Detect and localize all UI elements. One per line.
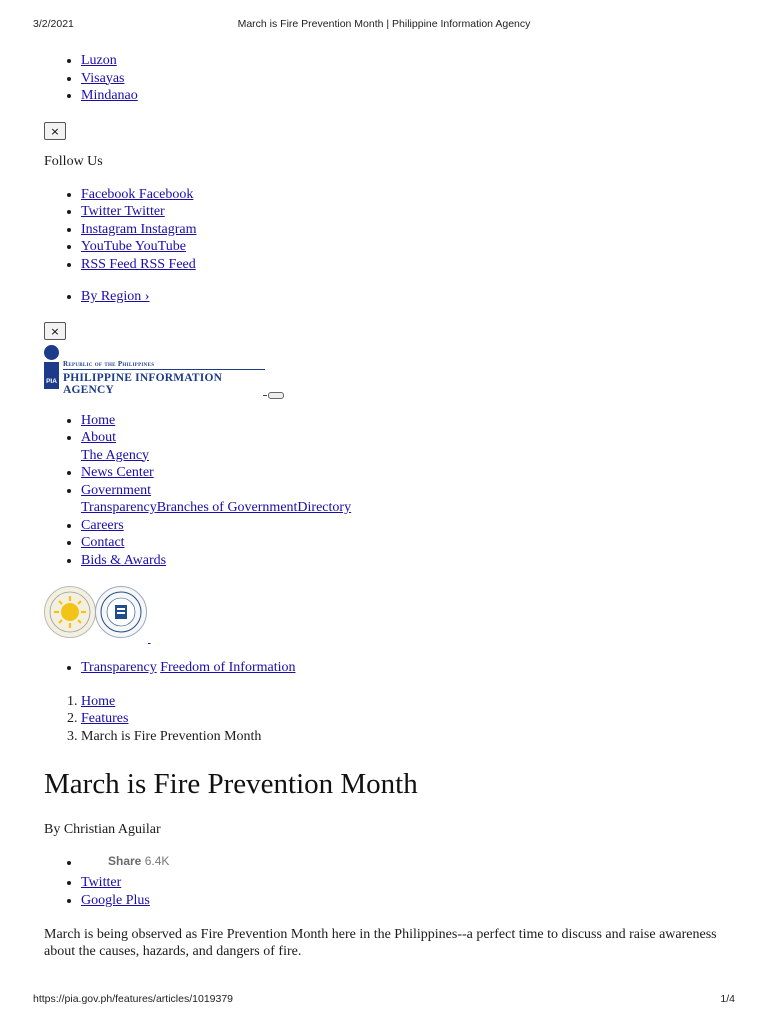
list-item — [81, 238, 734, 256]
rss-link[interactable]: RSS Feed RSS Feed — [81, 256, 196, 272]
region-list — [44, 52, 734, 105]
article-title: March is Fire Prevention Month — [44, 768, 418, 800]
list-item — [81, 186, 734, 204]
article-byline: By Christian Aguilar — [44, 822, 161, 837]
list-item — [81, 874, 734, 892]
region-link-visayas[interactable]: Visayas — [81, 70, 125, 86]
share-label: Share — [108, 854, 142, 868]
transparency-link[interactable]: Transparency — [81, 660, 157, 675]
print-page-number: 1/4 — [720, 993, 735, 1005]
list-item — [81, 256, 734, 274]
breadcrumb — [44, 693, 734, 746]
foi-link[interactable]: Freedom of Information — [160, 660, 296, 675]
nav-branches[interactable]: Branches of Government — [156, 500, 298, 515]
dash-glyph — [263, 395, 267, 396]
breadcrumb-item — [81, 710, 734, 728]
list-item — [81, 552, 734, 570]
logo-agency-name: PHILIPPINE INFORMATION AGENCY — [63, 371, 223, 396]
share-count: 6.4K — [144, 854, 170, 868]
facebook-link[interactable]: Facebook Facebook — [81, 186, 194, 202]
list-item — [81, 517, 734, 535]
seal-link-underscore[interactable] — [148, 634, 151, 645]
nav-news-center[interactable]: News Center — [81, 465, 154, 480]
region-link-mindanao[interactable]: Mindanao — [81, 88, 138, 103]
instagram-link[interactable]: Instagram Instagram — [81, 221, 197, 237]
region-link-luzon[interactable]: Luzon — [81, 53, 117, 68]
page-content — [44, 52, 734, 960]
list-item — [81, 52, 734, 70]
follow-us-label: Follow Us — [44, 153, 103, 169]
print-url: https://pia.gov.ph/features/articles/1019379 — [33, 993, 234, 1005]
youtube-link[interactable]: YouTube YouTube — [81, 239, 186, 254]
article-intro: March is being observed as Fire Prevention Month here in the Philippines--a perfect time to discuss and raise awareness about the causes, hazards, and dangers of fire. — [44, 927, 717, 959]
list-item — [81, 659, 734, 677]
main-nav — [44, 412, 734, 570]
list-item — [81, 87, 734, 105]
search-toggle-row — [44, 391, 734, 405]
print-title: March is Fire Prevention Month | Philippine Information Agency — [237, 18, 531, 30]
nav-the-agency[interactable]: The Agency — [81, 447, 150, 463]
close-menu-button[interactable]: × — [44, 322, 66, 340]
facebook-share-widget[interactable] — [108, 853, 169, 871]
nav-about[interactable]: About — [81, 430, 116, 445]
twitter-share-link[interactable]: Twitter — [81, 875, 122, 890]
foi-seal-graphic — [96, 587, 146, 637]
logo-republic-text: Republic of the Philippines — [63, 359, 155, 368]
transparency-seal-icon[interactable] — [44, 586, 96, 638]
by-region-list — [44, 288, 734, 306]
nav-careers[interactable]: Careers — [81, 517, 124, 533]
nav-contact[interactable]: Contact — [81, 535, 125, 550]
social-list — [44, 186, 734, 274]
list-item — [81, 854, 734, 874]
breadcrumb-item — [81, 728, 734, 746]
twitter-link[interactable]: Twitter Twitter — [81, 204, 165, 219]
by-region-link[interactable]: By Region › — [81, 289, 150, 304]
nav-government[interactable]: Government — [81, 482, 151, 498]
list-item — [81, 892, 734, 910]
breadcrumb-features[interactable]: Features — [81, 711, 129, 726]
list-item — [81, 203, 734, 221]
logo-dot — [44, 345, 59, 360]
print-date: 3/2/2021 — [33, 18, 74, 30]
google-plus-share-link[interactable]: Google Plus — [81, 892, 150, 908]
list-item — [81, 482, 734, 517]
print-footer — [33, 993, 735, 1007]
nav-home[interactable]: Home — [81, 412, 116, 428]
seals-row — [44, 586, 734, 646]
list-item — [81, 534, 734, 552]
close-region-button[interactable]: × — [44, 122, 66, 140]
nav-bids-awards[interactable]: Bids & Awards — [81, 552, 167, 568]
pia-logo[interactable] — [44, 345, 274, 396]
list-item — [81, 429, 734, 464]
list-item — [81, 288, 734, 306]
toggle-button[interactable] — [268, 392, 284, 399]
foi-seal-icon[interactable] — [95, 586, 147, 638]
print-header — [33, 18, 735, 32]
sun-seal-graphic — [45, 587, 95, 637]
breadcrumb-current: March is Fire Prevention Month — [81, 728, 262, 744]
logo-pia-text: PIA — [46, 377, 57, 385]
logo-rule — [63, 369, 265, 370]
list-item — [81, 221, 734, 239]
transparency-list — [44, 659, 734, 677]
share-list — [44, 854, 734, 909]
nav-directory[interactable]: Directory — [297, 500, 352, 515]
list-item — [81, 464, 734, 482]
nav-transparency[interactable]: Transparency — [81, 500, 157, 515]
list-item — [81, 70, 734, 88]
list-item — [81, 412, 734, 430]
breadcrumb-home[interactable]: Home — [81, 693, 116, 709]
breadcrumb-item — [81, 693, 734, 711]
